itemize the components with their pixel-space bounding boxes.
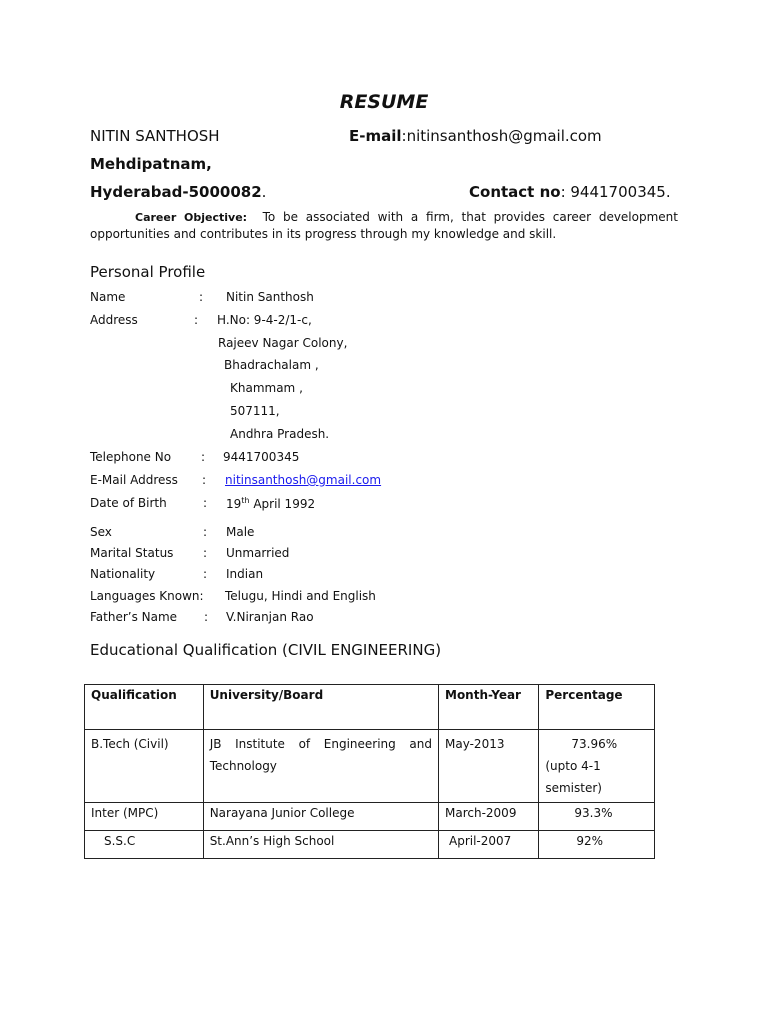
name-label: Name — [90, 290, 126, 304]
table-cell: May-2013 — [439, 730, 539, 803]
column-header: Percentage — [539, 685, 655, 730]
address-line: H.No: 9-4-2/1-c, — [217, 313, 312, 327]
address-line-2-end: . — [261, 183, 267, 201]
page-title: RESUME — [339, 91, 429, 113]
address-line: Khammam , — [230, 381, 303, 395]
father-name-value: V.Niranjan Rao — [226, 610, 314, 624]
table-cell: B.Tech (Civil) — [85, 730, 204, 803]
percentage-note: (upto 4-1 — [545, 759, 601, 773]
table-cell: Narayana Junior College — [203, 803, 438, 831]
languages-label: Languages Known: — [90, 589, 204, 603]
address-line-1: Mehdipatnam, — [90, 155, 212, 173]
name-value: Nitin Santhosh — [226, 290, 314, 304]
telephone-value: 9441700345 — [223, 450, 300, 464]
column-header: University/Board — [203, 685, 438, 730]
table-cell: April-2007 — [439, 831, 539, 859]
column-header: Month-Year — [439, 685, 539, 730]
career-objective — [90, 209, 678, 242]
table-cell: JB Institute of Engineering and Technology — [203, 730, 438, 803]
telephone-separator: : — [201, 450, 206, 464]
address-line: Andhra Pradesh. — [230, 427, 330, 441]
career-objective-text: To be associated with a firm, that provides career development opportunities and contributes in its progress through my knowledge and skill. — [90, 210, 678, 241]
address-line-2 — [90, 183, 266, 201]
sex-value: Male — [226, 525, 255, 539]
father-name-label: Father’s Name — [90, 610, 178, 624]
dob-day: 19 — [226, 497, 242, 511]
address-line-2-text: Hyderabad-5000082 — [90, 183, 262, 201]
dob-label: Date of Birth — [90, 496, 167, 510]
email-line — [349, 127, 602, 145]
contact-line — [469, 183, 671, 201]
contact-value: : 9441700345. — [560, 183, 671, 201]
address-line: Rajeev Nagar Colony, — [218, 336, 348, 350]
telephone-label: Telephone No — [90, 450, 172, 464]
address-line: Bhadrachalam , — [224, 358, 319, 372]
percentage-note: semister) — [545, 781, 602, 795]
dob-rest: April 1992 — [249, 497, 316, 511]
table-cell — [539, 730, 655, 803]
sex-separator: : — [203, 525, 208, 539]
contact-label: Contact no — [469, 183, 561, 201]
address-line: 507111, — [230, 404, 280, 418]
languages-value: Telugu, Hindi and English — [225, 589, 376, 603]
marital-label: Marital Status — [90, 546, 174, 560]
marital-value: Unmarried — [226, 546, 290, 560]
dob-suffix: th — [241, 496, 250, 505]
table-cell: 93.3% — [539, 803, 655, 831]
nationality-label: Nationality — [90, 567, 156, 581]
personal-profile-heading: Personal Profile — [90, 263, 206, 281]
father-name-separator: : — [204, 610, 209, 624]
table-cell: 92% — [539, 831, 655, 859]
marital-separator: : — [203, 546, 208, 560]
dob-value — [226, 496, 315, 511]
table-row — [85, 730, 655, 803]
education-table — [84, 684, 655, 859]
nationality-separator: : — [203, 567, 208, 581]
dob-separator: : — [203, 496, 208, 510]
column-header: Qualification — [85, 685, 204, 730]
email-address-link[interactable]: nitinsanthosh@gmail.com — [225, 473, 382, 487]
table-cell: S.S.C — [85, 831, 204, 859]
career-objective-label: Career Objective: — [135, 211, 248, 224]
email-label: E-mail — [349, 127, 402, 145]
education-heading: Educational Qualification (CIVIL ENGINEERING) — [90, 641, 442, 659]
table-cell: St.Ann’s High School — [203, 831, 438, 859]
sex-label: Sex — [90, 525, 112, 539]
email-value: :nitinsanthosh@gmail.com — [401, 127, 602, 145]
candidate-name: NITIN SANTHOSH — [90, 127, 220, 145]
address-label: Address — [90, 313, 138, 327]
email-address-separator: : — [202, 473, 207, 487]
address-separator: : — [194, 313, 199, 327]
table-row — [85, 803, 655, 831]
table-cell: March-2009 — [439, 803, 539, 831]
email-address-label: E-Mail Address — [90, 473, 178, 487]
nationality-value: Indian — [226, 567, 264, 581]
table-cell: Inter (MPC) — [85, 803, 204, 831]
table-header-row — [85, 685, 655, 730]
name-separator: : — [199, 290, 204, 304]
percentage-value: 73.96% — [571, 737, 618, 751]
table-row — [85, 831, 655, 859]
